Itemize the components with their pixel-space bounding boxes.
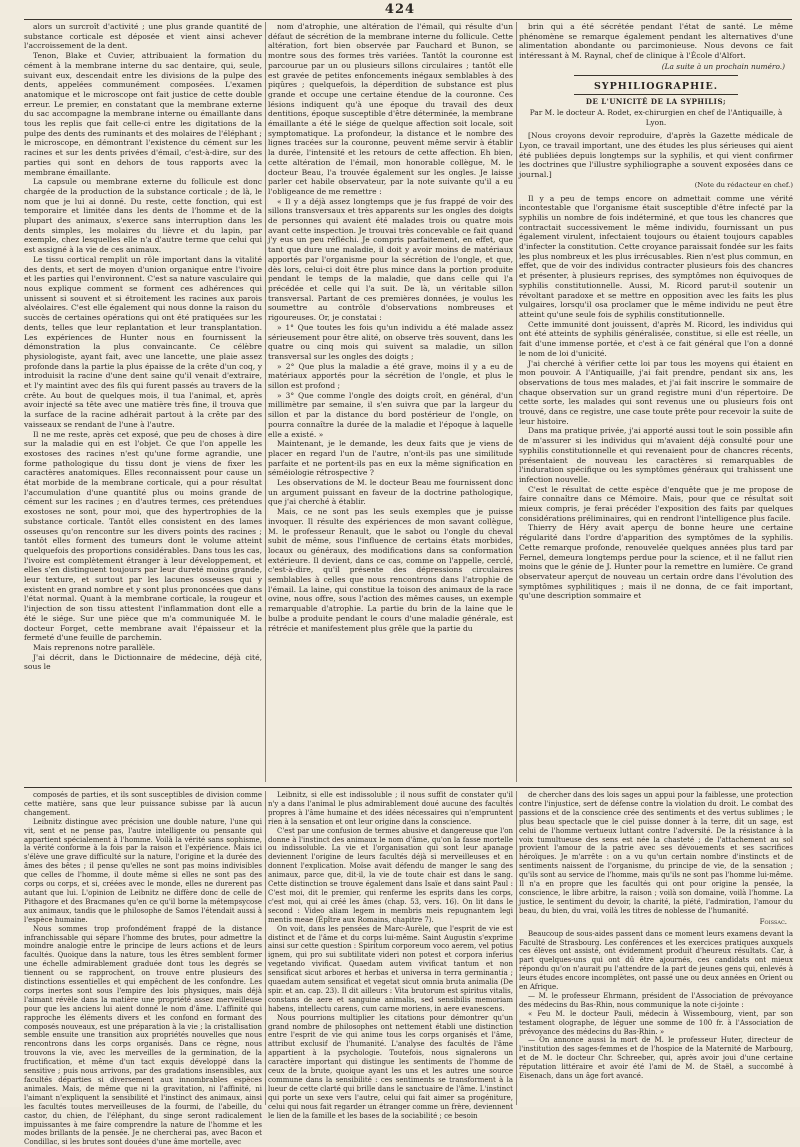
paragraph: Dans ma pratique privée, j'ai apporté aussi tout le soin possible afin de m'assurer si les individus qui m'avaient déjà consulté pour une syphilis constitutionnelle et qui revenaient pour de chancres récents, présentaient de nouveau les caractères si remarquables de l'induration spécifique ou les symptômes généraux qui trahissent une infection nouvelle.: [519, 426, 793, 484]
paragraph: de chercher dans des lois sages un appui pour la faiblesse, une protection contre l'injustice, sert de défense contre la violation du droit. Le combat des passions et de la conscience crée des sentiments et des vertus sublimes ; le plus beau spectacle que le ciel puisse donner à la terre, dit un sage, est celui de l'homme vertueux luttant contre l'adversité. De la résistance à la voix tumultueuse des sens est née la chasteté ; de l'attachement au sol provient l'amour de la patrie avec ses dévouements et ses sacrifices héroïques. Je m'arrête : on a vu qu'un certain nombre d'instincts et de sentiments naissent de l'organisme, du principe de vie, de la sensation ; qu'ils sont au service de l'homme, mais qu'ils ne sont pas l'homme lui-même. Il n'a en propre que les facultés qui ont pour origine la pensée, la conscience, le libre arbitre, la raison ; voilà son domaine, voilà l'homme. La justice, le sentiment du devoir, la charité, la piété, l'admiration, l'amour du beau, du bien, du vrai, voilà les titres de noblesse de l'humanité.: [519, 791, 793, 915]
quote-paragraph: » 2° Que plus la maladie a été grave, moins il y a eu de matériaux apportés pour la sécrétion de l'ongle, et plus le sillon est profond ;: [268, 361, 513, 391]
paragraph: Leibnitz distingue avec précision une double nature, l'une qui vit, sent et ne pense pas, l'autre intelligente ou pensante qui appartient spécialement à l'homme. Voilà la vérité sans sophisme, la vérité conforme à la fois par la raison et l'expérience. Mais ici s'élève une grave difficulté sur la nature, l'origine et la durée des âmes des bêtes ; il pense qu'elles ne sont pas moins indivisibles que celles de l'homme, il doute même si elles ne sont pas des corps ou corps, et si, créées avec le monde, elles ne durerent pas autant que lui. L'opinion de Leibnitz ne diffère donc de celle de Pithagore et des Bracmanes qu'en ce qu'il borne la métempsycose aux animaux, tandis que le philosophe de Samos l'étendait aussi à l'espèce humaine.: [24, 817, 262, 924]
news-item: — M. le professeur Ehrmann, président de l'Association de prévoyance des médecins du Bas-Rhin, nous communique la note ci-jointe :: [519, 991, 793, 1009]
column-divider: [265, 791, 266, 1105]
paragraph: J'ai décrit, dans le Dictionnaire de médecine, déjà cité, sous le: [24, 652, 262, 672]
article-author: Par M. le docteur A. Rodet, ex-chirurgien en chef de l'Antiquaille, à Lyon.: [529, 107, 783, 127]
column-top-middle: [268, 22, 513, 782]
paragraph: Le tissu cortical remplit un rôle important dans la vitalité des dents, et sert de moyen d'union organique entre l'ivoire et les parties qui l'environnent. C'est sa nature vasculaire qui nous explique comment se forment ces adhérences qui unissent si souvent et si étroitement les racines aux parois alvéolaires. C'est elle également qui nous donne la raison du succès de certaines opérations qui ont été pratiquées sur les dents, telles que leur replantation et leur transplantation. Les expériences de Hunter nous en fournissent la démonstration la plus convaincante. Ce célèbre physiologiste, ayant fait, avec une lancette, une plaie assez profonde dans la partie la plus épaisse de la crête d'un coq, y introduisit la racine d'une dent saine qu'il venait d'extraire, et l'y maintint avec des fils qui furent passés au travers de la crête. Au bout de quelques mois, il tua l'animal, et, après avoir injecté sa tête avec une matière très fine, il trouva que la surface de la racine adhérait partout à la crête par des vaisseaux se rendant de l'une à l'autre.: [24, 254, 262, 429]
to-be-continued: (La suite à un prochain numéro.): [661, 61, 785, 71]
section-rule: [574, 75, 738, 76]
quote-paragraph: » 3° Que comme l'ongle des doigts croît, en général, d'un millimètre par semaine, il s'en suivra que par la largeur du sillon et par la distance du bord postérieur de l'ongle, on pourra connaître la durée de la maladie et l'époque à laquelle elle a existé. »: [268, 390, 513, 439]
paragraph: Nous sommes trop profondément frappé de la distance infranchissable qui sépare l'homme des brutes, pour admettre la moindre analogie entre le principe de leurs actions et de leurs facultés. Quoique dans la nature, tous les êtres semblent former une échelle admirablement graduée dont tous les degrés se tiennent ou se rapprochent, on trouve entre plusieurs des distinctions essentielles et qui empêchent de les confondre. Les corps inertes sont sous l'empire des lois physiques, mais déjà l'aimant révèle dans la matière une propriété assez merveilleuse pour que les anciens lui aient donné le nom d'âme. L'affinité qui rapproche les éléments divers et les confond en formant des composés nouveaux, est une préparation à la vie ; la cristallisation semble ensuite une transition aux propriétés nouvelles que nous rencontrons dans les corps organisés. Dans ce règne, nous trouvons la vie, avec les merveilles de la germination, de la fructification, et même d'un tact exquis développé dans la sensitive ; puis nous arrivons, par des gradations insensibles, aux facultés départies si diversement aux innombrables espèces animales. Mais, de même que ni la gravitation, ni l'affinité, ni l'aimant n'expliquent la sensibilité et l'instinct des animaux, ainsi les facultés toutes merveilleuses de la fourmi, de l'abeille, du castor, du chien, de l'éléphant, du singe seront radicalement impuissantes à me faire comprendre la nature de l'homme et les modes brillants de la pensée. Je ne chercherai pas, avec Bacon et Condillac, si les brutes sont douées d'une âme mortelle, avec: [24, 924, 262, 1147]
paragraph: Leibnitz, si elle est indissoluble ; il nous suffit de constater qu'il n'y a dans l'animal le plus admirablement doué aucune des facultés propres à l'âme humaine et des idées nécessaires qui n'empruntent rien à la sensation et ont leur origine dans la conscience.: [268, 791, 513, 826]
column-bottom-left: [24, 791, 262, 1147]
paragraph: Les observations de M. le docteur Beau me fournissent donc un argument puissant en faveur de la doctrine pathologique, que j'ai cherché à établir.: [268, 478, 513, 507]
paragraph: C'est par une confusion de termes abusive et dangereuse que l'on donne à l'instinct des animaux le nom d'âme, qu'on la fasse mortelle ou indissoluble. La vie et l'organisation qui sont leur apanage deviennent l'origine de leurs facultés déjà si merveilleuses et en donnent l'explication. Moïse avait défendu de manger le sang des animaux, parce que, dit-il, la vie de toute chair est dans le sang. Cette distinction se trouve également dans Isaïe et dans saint Paul : C'est moi, dit le premier, qui renferme les esprits dans les corps, c'est moi, qui ai créé les âmes (chap. 53, vers. 16). On lit dans le second : Video aliam legem in membris meis repugnantem legi mentis meae (Épître aux Romains, chapitre 7).: [268, 826, 513, 924]
column-divider: [516, 791, 517, 1105]
quote-paragraph: » 1° Que toutes les fois qu'un individu a été malade assez sérieusement pour être alité, on observe très souvent, dans les quatre ou cinq mois qui suivent sa maladie, un sillon transversal sur les ongles des doigts ;: [268, 322, 513, 361]
page-number: 424: [384, 2, 416, 17]
column-top-right: [519, 22, 793, 782]
news-item: Beaucoup de sous-aides passent dans ce moment leurs examens devant la Faculté de Strasbourg. Les conférences et les exercices pratiques auxquels ces élèves ont assisté, ont évidemment produit d'heureux résultats. Car, à part quelques-uns qui ont dû être ajournés, ces candidats ont mieux répondu qu'on n'aurait pu l'attendre de la part de jeunes gens qui, enlevés à leurs études encore incomplètes, ont passé une ou deux années en Orient ou en Afrique.: [519, 929, 793, 992]
news-item: « Feu M. le docteur Pauli, médecin à Wissembourg, vient, par son testament olographe, de léguer une somme de 100 fr. à l'Association de prévoyance des médecins du Bas-Rhin. »: [519, 1009, 793, 1036]
author-signature: Foissac.: [759, 917, 787, 926]
paragraph: composés de parties, et ils sont susceptibles de division comme cette matière, sans que leur puissance subisse par là aucun changement.: [24, 791, 262, 817]
section-rule: [574, 94, 738, 95]
paragraph: alors un surcroît d'activité ; une plus grande quantité de substance corticale est déposée et vient ainsi achever l'accroissement de la dent.: [24, 22, 262, 51]
header-rule: [24, 19, 792, 20]
paragraph: C'est le résultat de cette espèce d'enquête que je me propose de faire connaître dans ce Mémoire. Mais, pour que ce résultat soit mieux compris, je ferai précéder l'exposition des faits par quelques considérations préliminaires, qui en rendront l'intelligence plus facile.: [519, 484, 793, 523]
paragraph: nom d'atrophie, une altération de l'émail, qui résulte d'un défaut de sécrétion de la membrane interne du follicule. Cette altération, fort bien observée par Fauchard et Bunon, se montre sous des formes très variées. Tantôt la couronne est parcourue par un ou plusieurs sillons circulaires ; tantôt elle est gravée de petites enfoncements inégaux semblables à des piqûres ; quelquefois, la déperdition de substance est plus grande et occupe une certaine étendue de la couronne. Ces lésions indiquent qu'à une époque du travail des deux dentitions, époque susceptible d'être déterminée, la membrane émaillante a été le siége de quelque affection soit locale, soit symptomatique. La profondeur, la distance et le nombre des lignes tracées sur la couronne, peuvent même servir à établir la durée, l'intensité et les retours de cette affection. Eh bien, cette altération de l'émail, mon honorable collègue, M. le docteur Beau, l'a trouvée également sur les ongles. Je laisse parler cet habile observateur, par la note suivante qu'il a eu l'obligeance de me remettre :: [268, 22, 513, 196]
quote-paragraph: « Il y a déjà assez longtemps que je fus frappé de voir des sillons transversaux et très apparents sur les ongles des doigts de personnes qui avaient été malades trois ou quatre mois avant cette inspection. Je trouvai très concevable ce fait quand j'y eus un peu réfléchi. Je compris parfaitement, en effet, que tant que dure une maladie, il doit y avoir moins de matériaux apportés par l'organisme pour la sécrétion de l'ongle, et que, dès lors, celui-ci doit être plus mince dans la portion produite pendant le temps de la maladie, que dans celle qui l'a précédée et celle qui l'a suit. De là, un véritable sillon transversal. Partant de ces premières données, je voulus les soumettre au contrôle d'observations nombreuses et rigoureuses. Or, je constatai :: [268, 196, 513, 323]
paragraph: La capsule ou membrane externe du follicule est donc chargée de la production de la substance corticale ; de là, le nom que je lui ai donné. Du reste, cette fonction, qui est temporaire et limitée dans les dents de l'homme et de la plupart des animaux, s'exerce sans interruption dans les dents simples, les molaires du lièvre et du lapin, par exemple, chez lesquelles elle n'a d'autre terme que celui qui est assigné à la vie de ces animaux.: [24, 177, 262, 255]
paragraph: brin qui a été sécrétée pendant l'état de santé. Le même phénomène se remarque également pendant les alternatives d'une alimentation abondante ou parcimonieuse. Nous devons ce fait intéressant à M. Raynal, chef de clinique à l'École d'Alfort.: [519, 22, 793, 61]
editor-note: [Nous croyons devoir reproduire, d'après la Gazette médicale de Lyon, ce travail important, une des études les plus sérieuses qui aient été publiées depuis longtemps sur la syphilis, et qui vient confirmer les doctrines que l'illustre syphiliographe a souvent exposées dans ce journal.]: [519, 131, 793, 180]
paragraph: Mais, ce ne sont pas les seuls exemples que je puisse invoquer. Il résulte des expériences de mon savant collègue, M. le professeur Renault, que le sabot ou l'ongle du cheval subit de même, sous l'influence de certains états morbides, locaux ou généraux, des modifications dans sa conformation extérieure. Il devient, dans ce cas, comme on l'appelle, cerclé, c'est-à-dire, qu'il présente des dépressions circulaires semblables à celles que nous rencontrons dans l'atrophie de l'émail. La laine, qui constitue la toison des animaux de la race ovine, nous offre, sous l'action des mêmes causes, un exemple remarquable d'atrophie. La partie du brin de la laine que le bulbe a produite pendant le cours d'une maladie générale, est rétrécie et manifestement plus grêle que la partie du: [268, 507, 513, 633]
column-bottom-middle: [268, 791, 513, 1120]
paragraph: Nous pourrions multiplier les citations pour démontrer qu'un grand nombre de philosophes ont nettement établi une distinction entre l'esprit de vie qui anime tous les corps organisés et l'âme, attribut exclusif de l'humanité. L'analyse des facultés de l'âme appartient à la psychologie. Toutefois, nous signalerons un caractère important qui distingue les sentiments de l'homme de ceux de la brute, quoique ayant les uns et les autres une source commune dans la sensibilité : ces sentiments se transforment à la lueur de cette clarté qui brille dans le sanctuaire de l'âme. L'instinct qui porte un sexe vers l'autre, celui qui fait aimer sa progéniture, celui qui nous fait regarder un étranger comme un frère, deviennent le lien de la famille et les bases de la sociabilité ; ce besoin: [268, 1013, 513, 1120]
article-title: DE L'UNICITÉ DE LA SYPHILIS;: [585, 97, 727, 107]
paragraph: Tenon, Blake et Cuvier, attribuaient la formation du cément à la membrane interne du sac dentaire, qui, seule, suivant eux, descendait entre les divisions de la pulpe des dents, appelées communément composées. L'examen anatomique et le microscope ont fait justice de cette double erreur. Le premier, en constatant que la membrane externe du sac accompagne la membrane interne ou émaillante dans tous les replis que fait celle-ci entre les digitations de la pulpe des dents des ruminants et des molaires de l'éléphant ; le microscope, en démontrant l'existence du cément sur les racines et sur les dents privées d'émail, c'est-à-dire, sur des parties qui sont en dehors de tous rapports avec la membrane émaillante.: [24, 51, 262, 177]
paragraph: Mais reprenons notre parallèle.: [33, 643, 156, 652]
paragraph: Il ne me reste, après cet exposé, que peu de choses à dire sur la maladie qui en est l'objet. Ce que l'on appelle les exostoses des racines n'est qu'une forme agrandie, une forme pathologique du tissu dont je viens de fixer les caractères anatomiques. Elles reconnaissent pour cause un état morbide de la membrane corticale, qui a pour résultat l'accumulation d'une quantité plus ou moins grande de cément sur les racines ; en d'autres termes, ces prétendues exostoses ne sont, pour moi, que des hypertrophies de la substance corticale. Tantôt elles consistent en des lames osseuses qu'on rencontre sur les divers points des racines ; tantôt elles forment des tumeurs dont le volume atteint quelquefois des proportions considérables. Dans tous les cas, l'ivoire est complètement étranger à leur développement, et elles s'en distinguent toujours par leur dureté moins grande, leur texture, et surtout par les lacunes osseuses qui y existent en grand nombre et y sont plus prononcées que dans l'état normal. Quant à la membrane corticale, la rougeur et l'injection de son tissu attestent l'inflammation dont elle a été le siége. Sur une pièce que m'a communiquée M. le docteur Forget, cette membrane avait l'épaisseur et la fermeté d'une feuille de parchemin.: [24, 429, 262, 643]
paragraph: Thierry de Héry avait aperçu de bonne heure une certaine régularité dans l'ordre d'apparition des symptômes de la syphilis. Cette remarque profonde, renouvelée quelques années plus tard par Fernel, demeura longtemps perdue pour la science, et il ne fallut rien moins que le génie de J. Hunter pour la remettre en lumière. Ce grand observateur aperçut de nouveau un certain ordre dans l'évolution des symptômes syphilitiques ; mais il ne donna, de ce fait important, qu'une description sommaire et: [519, 523, 793, 601]
paragraph: Maintenant, je le demande, les deux faits que je viens de placer en regard l'un de l'autre, n'ont-ils pas une similitude parfaite et ne portent-ils pas en eux la même signification en séméiologie rétrospective ?: [268, 439, 513, 478]
paragraph: Cette immunité dont jouissent, d'après M. Ricord, les individus qui ont été atteints de syphilis généralisée, constitue, si elle est réelle, un fait d'une immense portée, et c'est à ce fait général que l'on a donné le nom de loi d'unicité.: [519, 319, 793, 358]
column-top-left: [24, 22, 262, 782]
section-title: SYPHILIOGRAPHIE.: [593, 80, 719, 92]
paragraph: J'ai cherché à vérifier cette loi par tous les moyens qui étaient en mon pouvoir. A l'Antiquaille, j'ai fait prendre, pendant six ans, les observations de tous mes malades, et j'ai fait inscrire le sommaire de chaque observation sur un grand registre muni d'un répertoire. De cette sorte, les malades qui sont revenus une ou plusieurs fois ont trouvé, dans ce registre, une case toute prête pour recevoir la suite de leur histoire.: [519, 358, 793, 426]
editor-note-attribution: (Note du rédacteur en chef.): [694, 180, 793, 189]
news-item: — On annonce aussi la mort de M. le professeur Huter, directeur de l'institution des sages-femmes et de l'hospice de la Maternité de Marbourg, et de M. le docteur Chr. Schreeber, qui, après avoir joui d'une certaine réputation littéraire et avoir été l'ami de M. de Staël, a succombé à Eisenach, dans un âge fort avancé.: [519, 1036, 793, 1081]
column-divider: [516, 22, 517, 782]
paragraph: Il y a peu de temps encore on admettait comme une vérité incontestable que l'organisme était susceptible d'être infecté par la syphilis un nombre de fois indéterminé, et que tous les chancres que contractait successivement le même individu, fournissant un pus également virulent, infectaient toujours ou étaient toujours capables d'infecter la constitution. Cette croyance paraissait fondée sur les faits les plus nombreux et les plus irrécusables. Rien n'est plus commun, en effet, que de voir des individus contracter plusieurs fois des chancres et présenter, à plusieurs reprises, des symptômes non équivoques de syphilis constitutionnelle. Aussi, M. Ricord parut-il soutenir un révoltant paradoxe et se mettre en opposition avec les faits les plus vulgaires, lorsqu'il osa proclamer que le même individu ne peut être atteint qu'une seule fois de syphilis constitutionnelle.: [519, 193, 793, 319]
column-bottom-right: [519, 791, 793, 1105]
paragraph: On voit, dans les pensées de Marc-Aurèle, que l'esprit de vie est distinct et de l'âme et du corps lui-même. Saint Augustin s'exprime ainsi sur cette question : Spiritum corporeum voco aerem, vel potius ignem, qui pro sui subtilitate videri non potest et corpora inferius vegetando vivificat. Quaedam autem vivificat tantum et non sensificat sicut arbores et herbas et universa in terra germinantia ; quaedam autem sensificat et vegetat sicut omnia bruta animalia (De spir. et an. cap. 23). Il dit ailleurs : Vita brutorum est spiritus vitalis, constans de aere et sanguine animalis, sed sensibilis memoriam habens, intellectu carens, cum carne moriens, in aere evanescens.: [268, 924, 513, 1013]
section-divider: [24, 787, 792, 788]
column-divider: [265, 22, 266, 782]
